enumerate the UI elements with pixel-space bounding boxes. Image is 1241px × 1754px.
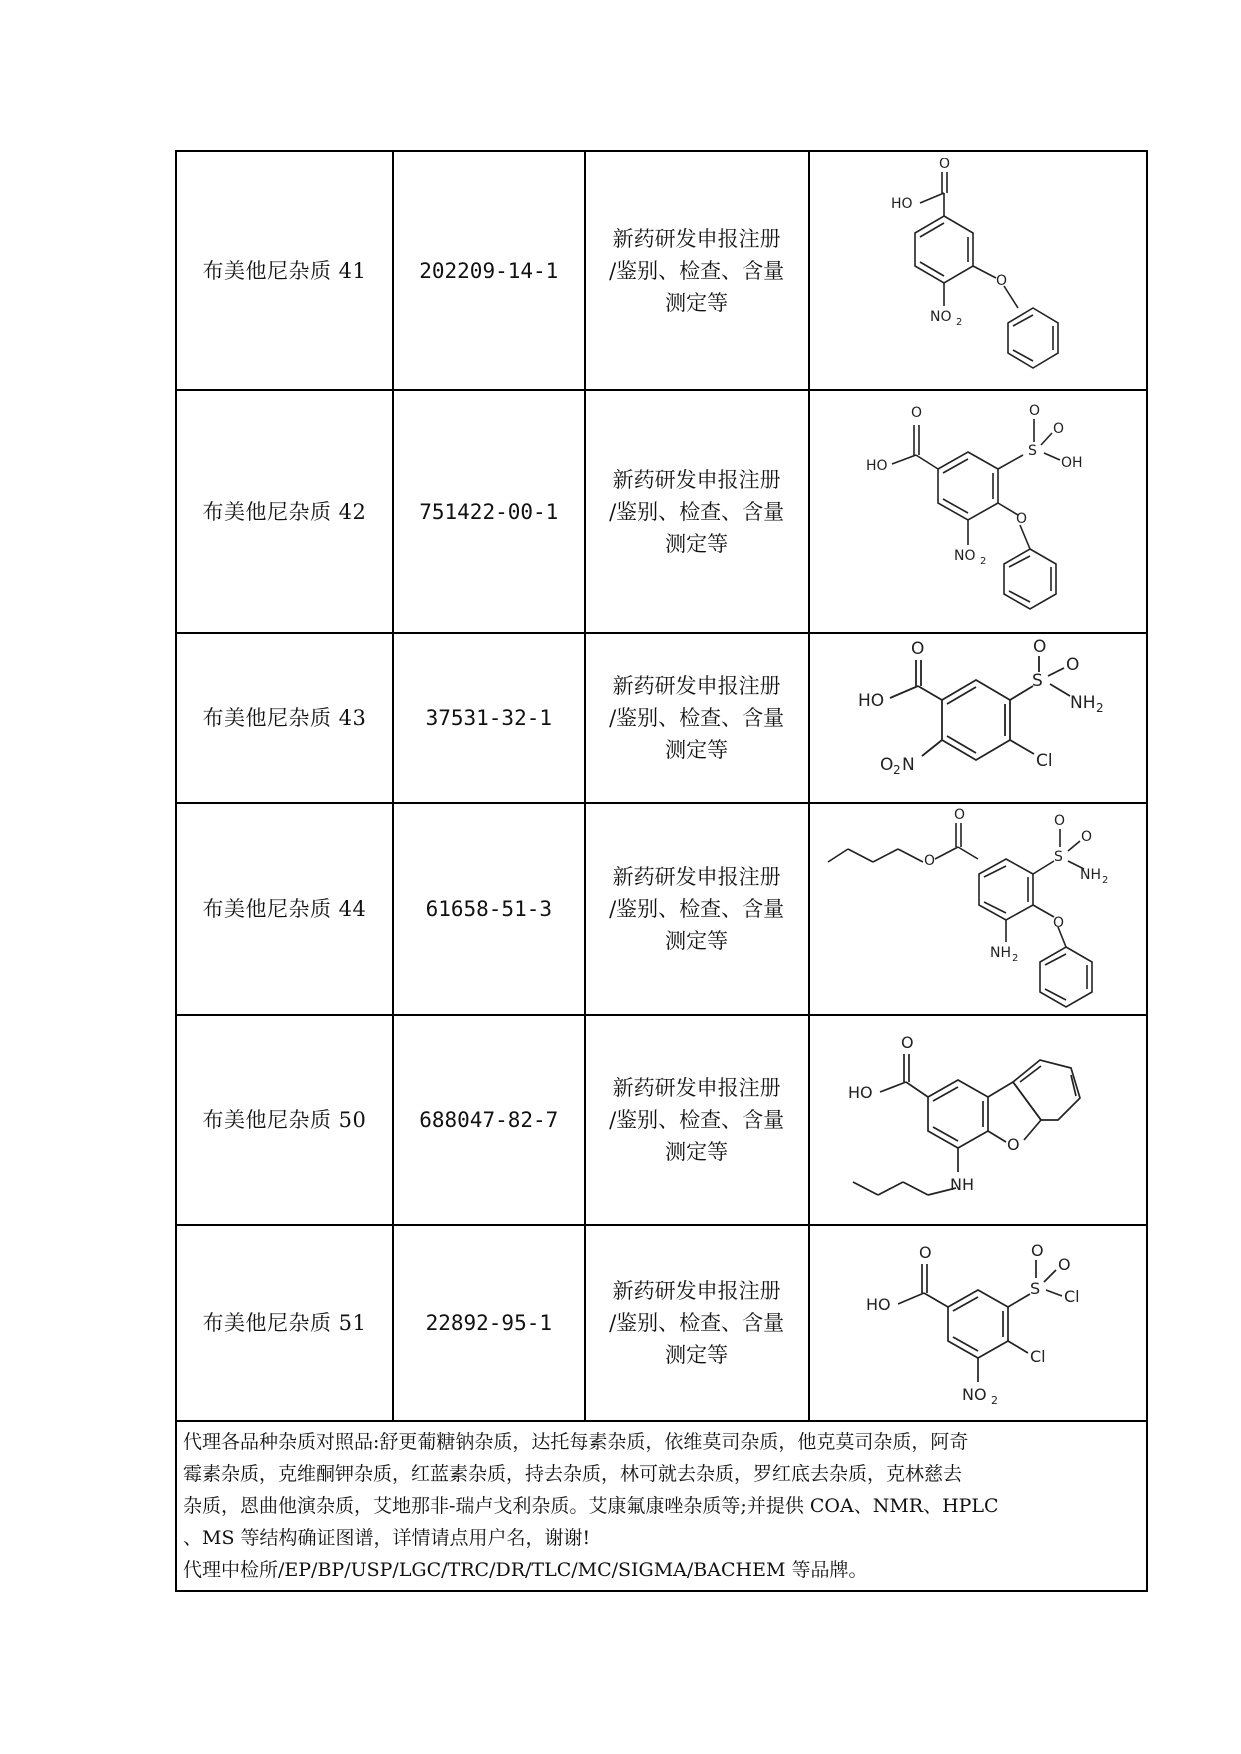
usage-text: 新药研发申报注册 /鉴别、检查、含量 测定等 bbox=[585, 633, 809, 803]
table-row bbox=[176, 151, 1147, 390]
svg-text:2: 2 bbox=[1011, 952, 1019, 964]
svg-text:HO: HO bbox=[890, 196, 913, 212]
svg-text:O: O bbox=[995, 273, 1007, 289]
svg-text:O: O bbox=[938, 158, 950, 172]
impurity-name: 布美他尼杂质 50 bbox=[176, 1015, 393, 1225]
svg-text:2: 2 bbox=[892, 763, 901, 777]
cas-number: 61658-51-3 bbox=[393, 803, 585, 1015]
sulfamoyl-chloro-nitro-benzoic-acid-structure bbox=[828, 638, 1128, 798]
svg-text:NO: NO bbox=[961, 1385, 987, 1404]
svg-text:S: S bbox=[1031, 671, 1043, 691]
structure-cell bbox=[809, 390, 1147, 633]
svg-text:O: O bbox=[910, 404, 922, 421]
usage-text: 新药研发申报注册 /鉴别、检查、含量 测定等 bbox=[585, 390, 809, 633]
impurity-name: 布美他尼杂质 42 bbox=[176, 390, 393, 633]
usage-text: 新药研发申报注册 /鉴别、检查、含量 测定等 bbox=[585, 803, 809, 1015]
svg-text:NO: NO bbox=[929, 309, 952, 325]
svg-text:2: 2 bbox=[990, 1394, 998, 1407]
svg-text:HO: HO bbox=[857, 691, 884, 711]
svg-text:HO: HO bbox=[847, 1083, 873, 1102]
svg-text:S: S bbox=[1029, 1279, 1040, 1298]
svg-text:N: N bbox=[901, 755, 915, 775]
nitro-phenoxy-benzoic-acid-structure bbox=[858, 158, 1098, 383]
svg-text:HO: HO bbox=[865, 457, 888, 474]
table-row bbox=[176, 390, 1147, 633]
impurity-name: 布美他尼杂质 44 bbox=[176, 803, 393, 1015]
sulfo-nitro-phenoxy-benzoic-acid-structure bbox=[858, 397, 1098, 627]
footer-note: 代理各品种杂质对照品:舒更葡糖钠杂质，达托每素杂质，依维莫司杂质，他克莫司杂质，阿奇 霉素杂质，克维酮钾杂质，红蓝素杂质，持去杂质，林可就去杂质，罗红底去杂质，克林慈去 杂质，恩曲他演杂质，艾地那非-瑞卢戈利杂质。艾康氟康唑杂质等;并提供 COA、NMR、HPLC 、MS 等结构确证图谱，详情请点用户名，谢谢! 代理中检所/EP/BP/USP/LGC/TRC/DR/TLC/MC/SIGMA/BACHEM 等品牌。 bbox=[176, 1421, 1147, 1591]
structure-cell bbox=[809, 633, 1147, 803]
impurity-name: 布美他尼杂质 43 bbox=[176, 633, 393, 803]
svg-text:O: O bbox=[1028, 402, 1040, 419]
svg-text:O: O bbox=[1030, 1241, 1044, 1260]
cas-number: 688047-82-7 bbox=[393, 1015, 585, 1225]
svg-text:S: S bbox=[1027, 442, 1037, 459]
svg-text:O: O bbox=[1032, 638, 1047, 657]
svg-text:2: 2 bbox=[979, 555, 987, 567]
structure-cell bbox=[809, 1225, 1147, 1421]
structure-cell bbox=[809, 151, 1147, 390]
table-row bbox=[176, 803, 1147, 1015]
table-row bbox=[176, 1225, 1147, 1421]
cas-number: 22892-95-1 bbox=[393, 1225, 585, 1421]
svg-text:NH: NH bbox=[949, 1175, 974, 1194]
svg-text:OH: OH bbox=[1060, 454, 1083, 471]
chlorosulfonyl-chloro-nitro-benzoic-acid-structure bbox=[848, 1228, 1108, 1418]
svg-text:O: O bbox=[953, 806, 965, 823]
svg-text:O: O bbox=[923, 852, 935, 869]
svg-text:O: O bbox=[910, 639, 925, 659]
svg-text:NH: NH bbox=[1079, 866, 1101, 883]
usage-text: 新药研发申报注册 /鉴别、检查、含量 测定等 bbox=[585, 1015, 809, 1225]
svg-text:NO: NO bbox=[953, 547, 976, 564]
svg-text:2: 2 bbox=[955, 317, 963, 328]
svg-text:O: O bbox=[900, 1033, 914, 1052]
cas-number: 751422-00-1 bbox=[393, 390, 585, 633]
svg-text:2: 2 bbox=[1101, 874, 1109, 886]
impurity-table bbox=[175, 150, 1148, 1592]
cas-number: 37531-32-1 bbox=[393, 633, 585, 803]
svg-text:O: O bbox=[1015, 510, 1027, 527]
svg-text:O: O bbox=[1057, 1255, 1071, 1274]
svg-text:Cl: Cl bbox=[1035, 751, 1053, 771]
table-row bbox=[176, 633, 1147, 803]
butylamino-dibenzofuran-carboxylic-acid-structure bbox=[828, 1020, 1128, 1220]
structure-cell bbox=[809, 1015, 1147, 1225]
usage-text: 新药研发申报注册 /鉴别、检查、含量 测定等 bbox=[585, 1225, 809, 1421]
butyl-amino-phenoxy-sulfamoyl-benzoate-structure bbox=[818, 807, 1138, 1012]
svg-text:O: O bbox=[1052, 420, 1064, 437]
impurity-name: 布美他尼杂质 51 bbox=[176, 1225, 393, 1421]
svg-text:S: S bbox=[1053, 848, 1063, 865]
svg-text:O: O bbox=[879, 755, 894, 775]
svg-text:2: 2 bbox=[1095, 701, 1104, 715]
svg-text:O: O bbox=[1053, 812, 1065, 829]
usage-text: 新药研发申报注册 /鉴别、检查、含量 测定等 bbox=[585, 151, 809, 390]
svg-text:O: O bbox=[918, 1243, 932, 1262]
footer-row bbox=[176, 1421, 1147, 1591]
svg-text:O: O bbox=[1080, 828, 1092, 845]
structure-cell bbox=[809, 803, 1147, 1015]
table-row bbox=[176, 1015, 1147, 1225]
svg-text:Cl: Cl bbox=[1063, 1287, 1080, 1306]
svg-text:HO: HO bbox=[865, 1295, 891, 1314]
cas-number: 202209-14-1 bbox=[393, 151, 585, 390]
svg-text:O: O bbox=[1065, 655, 1080, 675]
impurity-name: 布美他尼杂质 41 bbox=[176, 151, 393, 390]
svg-text:NH: NH bbox=[989, 944, 1011, 961]
svg-text:Cl: Cl bbox=[1029, 1347, 1046, 1366]
svg-text:NH: NH bbox=[1069, 693, 1096, 713]
svg-text:O: O bbox=[1052, 914, 1064, 931]
svg-text:O: O bbox=[1006, 1135, 1020, 1154]
